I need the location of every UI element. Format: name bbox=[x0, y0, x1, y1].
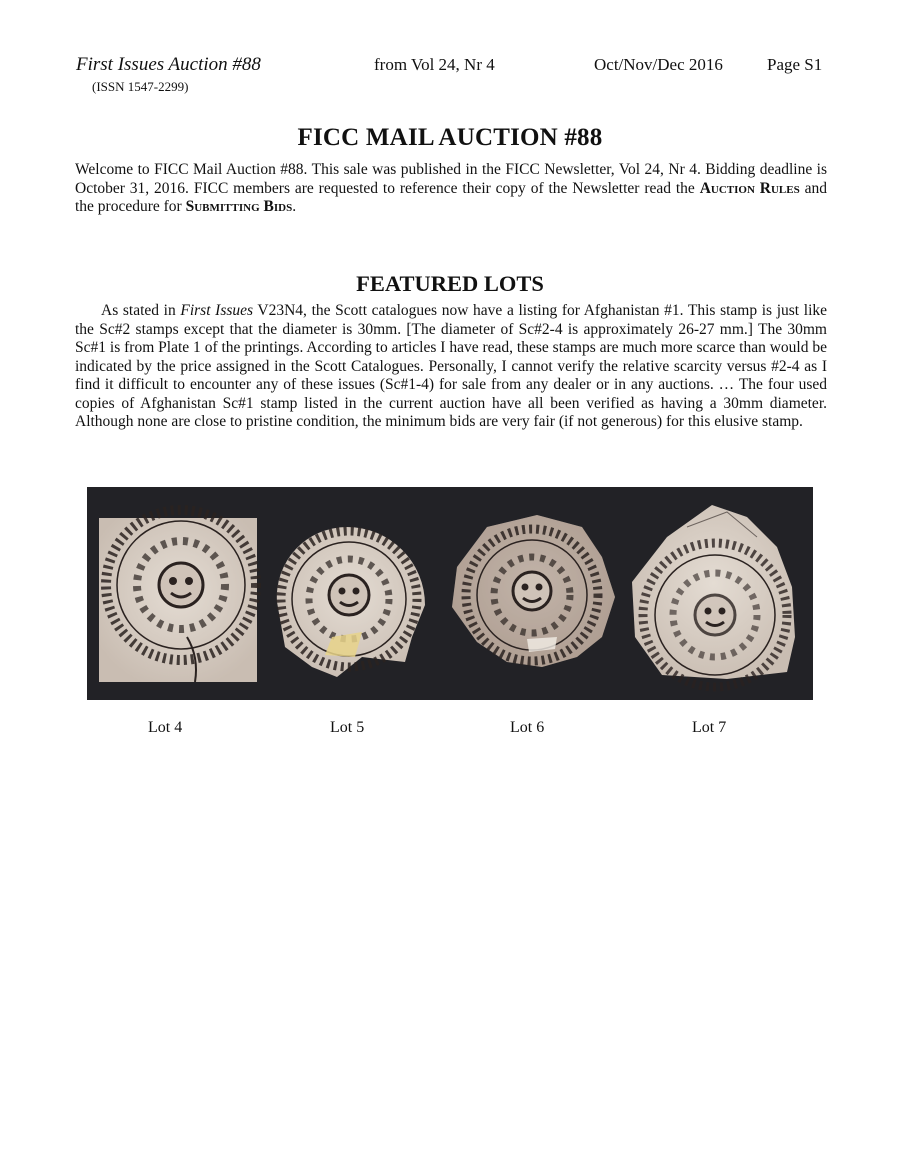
auction-rules-term: Auction Rules bbox=[699, 179, 800, 197]
featured-lots-heading: FEATURED LOTS bbox=[356, 271, 544, 296]
lot-5-caption: Lot 5 bbox=[330, 719, 365, 736]
lot-7-caption: Lot 7 bbox=[692, 719, 727, 736]
stamp-lot-5 bbox=[277, 527, 425, 677]
stamps-photo-drawing bbox=[87, 487, 813, 700]
featured-text-1: As stated in bbox=[101, 302, 181, 319]
lot-6-caption: Lot 6 bbox=[510, 719, 545, 736]
page-title: FICC MAIL AUCTION #88 bbox=[297, 124, 603, 151]
page-number: Page S1 bbox=[767, 55, 823, 74]
issn: (ISSN 1547-2299) bbox=[92, 79, 189, 94]
intro-text-1: Welcome to FICC Mail Auction #88. This sale was published in the FICC Newsletter, Vol 24, Nr 4. Bidding deadline is October 31, 2016. FICC members are requested to reference their copy of the Newsletter read the bbox=[75, 161, 827, 197]
volume-info: from Vol 24, Nr 4 bbox=[374, 55, 495, 74]
intro-text-3: . bbox=[292, 198, 297, 215]
issue-date: Oct/Nov/Dec 2016 bbox=[594, 55, 723, 74]
submitting-bids-term: Submitting Bids bbox=[185, 198, 293, 215]
publication-title: First Issues Auction #88 bbox=[76, 54, 261, 75]
stamps-photo bbox=[87, 487, 813, 700]
first-issues-italic: First Issues bbox=[180, 302, 254, 319]
intro-text-2: and the procedure for bbox=[75, 179, 827, 215]
featured-paragraph bbox=[75, 302, 827, 432]
stamp-lot-4 bbox=[99, 510, 257, 685]
intro-paragraph bbox=[75, 161, 827, 217]
stamp-lot-6 bbox=[452, 515, 615, 667]
featured-text-2: V23N4, the Scott catalogues now have a listing for Afghanistan #1. This stamp is just like the Sc#2 stamps except that the diameter is 30mm. [The diameter of Sc#2-4 is approximately 26-27 mm.] The 30mm Sc#1 is from Plate 1 of the printings. According to articles I have read, these stamps are much more scarce than would be indicated by the price assigned in the Scott Catalogues. Personally, I cannot verify the relative scarcity versus #2-4 as I find it difficult to encounter any of these issues (Sc#1-4) for sale from any dealer or in any auctions. … The four used copies of Afghanistan Sc#1 stamp listed in the current auction have all been verified as having a 30mm diameter. Although none are close to pristine condition, the minimum bids are very fair (if not generous) for this elusive stamp. bbox=[75, 302, 828, 430]
lot-4-caption: Lot 4 bbox=[148, 719, 183, 736]
stamp-lot-7 bbox=[632, 505, 795, 687]
